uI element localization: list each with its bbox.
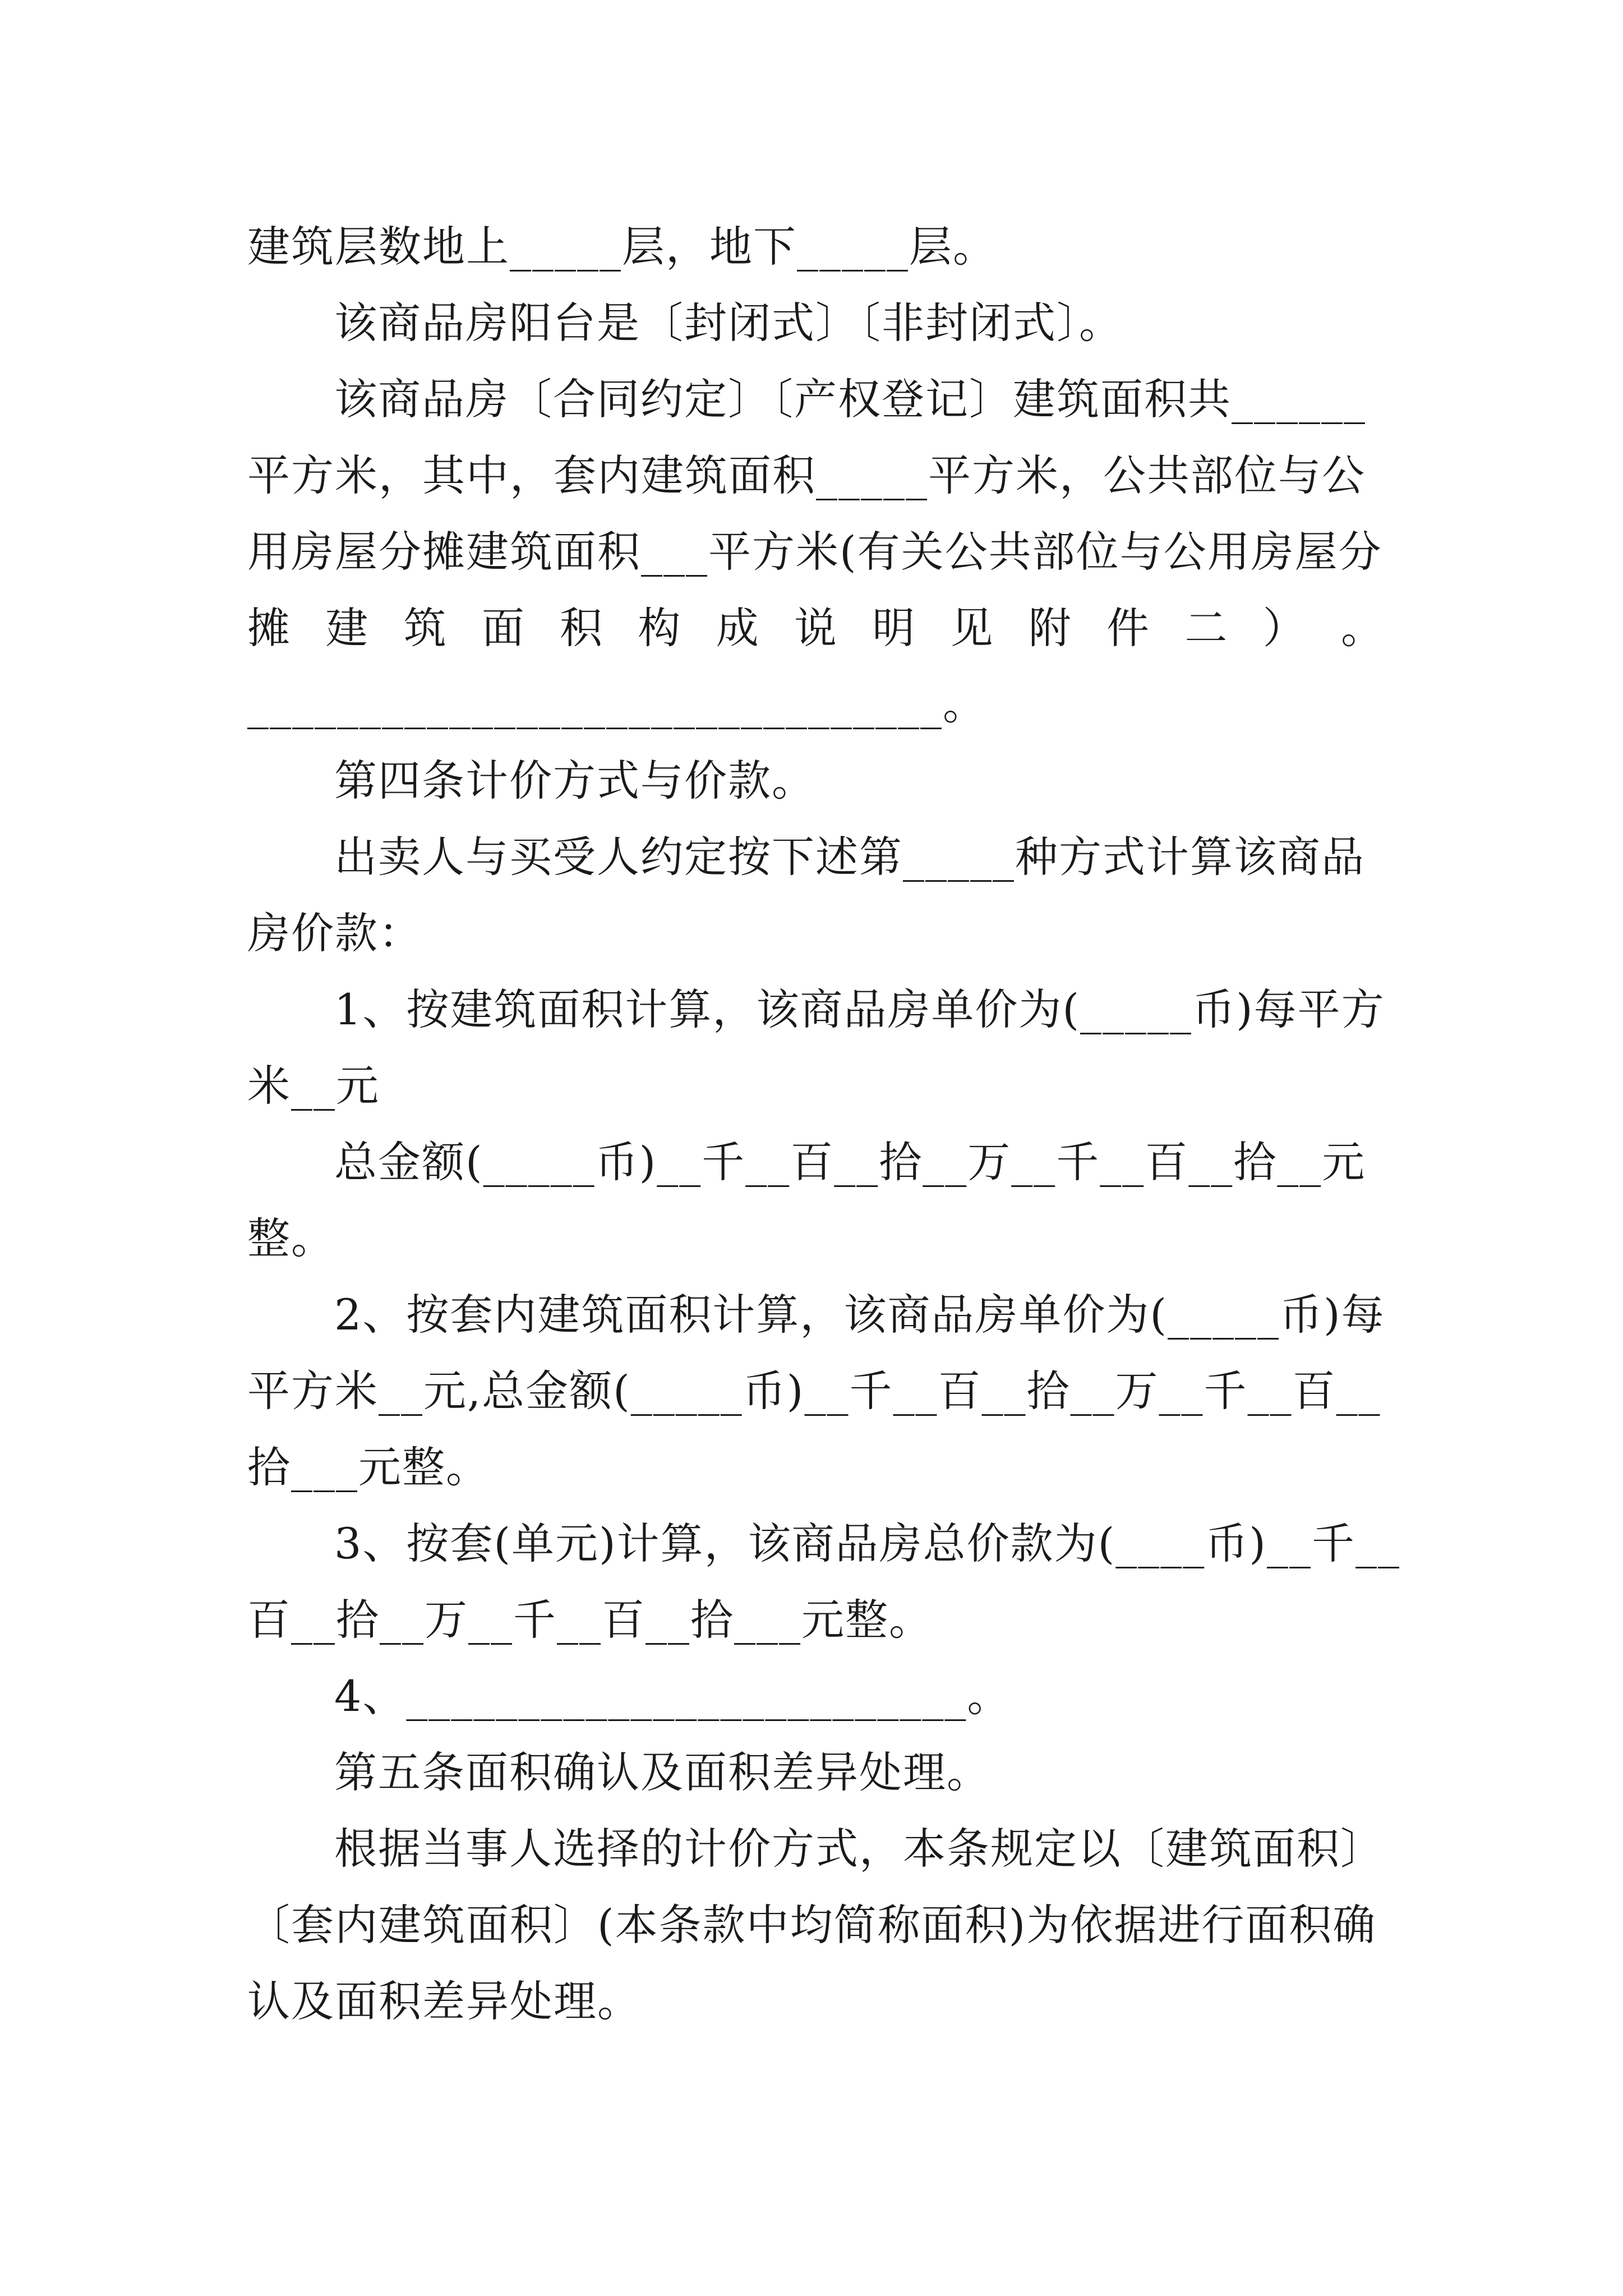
text-line: 整。 (247, 1213, 335, 1263)
text-line: 该商品房〔合同约定〕〔产权登记〕建筑面积共______ (334, 374, 1366, 424)
text-line: 总金额(_____币)__千__百__拾__万__千__百__拾__元 (334, 1137, 1366, 1187)
justified-char: 构 (638, 603, 682, 653)
justified-char: 说 (794, 603, 838, 653)
justified-char: 成 (716, 603, 760, 653)
justified-char: 见 (950, 603, 994, 653)
text-line: 拾___元整。 (247, 1442, 490, 1492)
text-line: 1、按建筑面积计算，该商品房单价为(_____币)每平方 (334, 984, 1385, 1034)
justified-char: 摊 (247, 603, 291, 653)
justified-char: 二 (1184, 603, 1229, 653)
text-line: _______________________________。 (247, 679, 986, 729)
text-line: 用房屋分摊建筑面积___平方米(有关公共部位与公用房屋分 (247, 527, 1382, 577)
justified-char: 积 (560, 603, 604, 653)
justified-char: ） (1262, 603, 1307, 653)
document-page (247, 209, 1400, 2040)
section-heading: 第四条计价方式与价款。 (334, 756, 815, 806)
text-line: 2、按套内建筑面积计算，该商品房单价为(_____币)每 (334, 1290, 1385, 1340)
justified-char: 明 (872, 603, 916, 653)
text-line: 3、按套(单元)计算，该商品房总价款为(____币)__千__ (334, 1519, 1400, 1568)
text-line: 4、_________________________。 (334, 1671, 1011, 1721)
text-line: 〔套内建筑面积〕(本条款中均简称面积)为依据进行面积确 (247, 1900, 1377, 1950)
text-line: 出卖人与买受人约定按下述第_____种方式计算该商品 (334, 832, 1365, 882)
section-heading: 第五条面积确认及面积差异处理。 (334, 1747, 990, 1797)
justified-char: 筑 (403, 603, 448, 653)
text-line-justified (247, 590, 1385, 666)
text-line: 认及面积差异处理。 (247, 1976, 641, 2026)
text-line: 该商品房阳台是〔封闭式〕〔非封闭式〕。 (334, 298, 1123, 348)
text-line: 米__元 (247, 1061, 380, 1111)
text-line: 百__拾__万__千__百__拾___元整。 (247, 1595, 933, 1645)
justified-char: 件 (1106, 603, 1151, 653)
justified-char: 面 (481, 603, 525, 653)
text-line: 建筑层数地上_____层，地下_____层。 (247, 222, 997, 272)
text-line: 平方米，其中，套内建筑面积_____平方米，公共部位与公 (247, 450, 1366, 500)
justified-char: 附 (1028, 603, 1072, 653)
justified-char: 建 (325, 603, 370, 653)
text-line: 根据当事人选择的计价方式，本条规定以〔建筑面积〕 (334, 1824, 1384, 1874)
text-line: 平方米__元,总金额(_____币)__千__百__拾__万__千__百__ (247, 1366, 1381, 1416)
text-line: 房价款： (247, 908, 422, 958)
justified-char: 。 (1340, 603, 1385, 653)
